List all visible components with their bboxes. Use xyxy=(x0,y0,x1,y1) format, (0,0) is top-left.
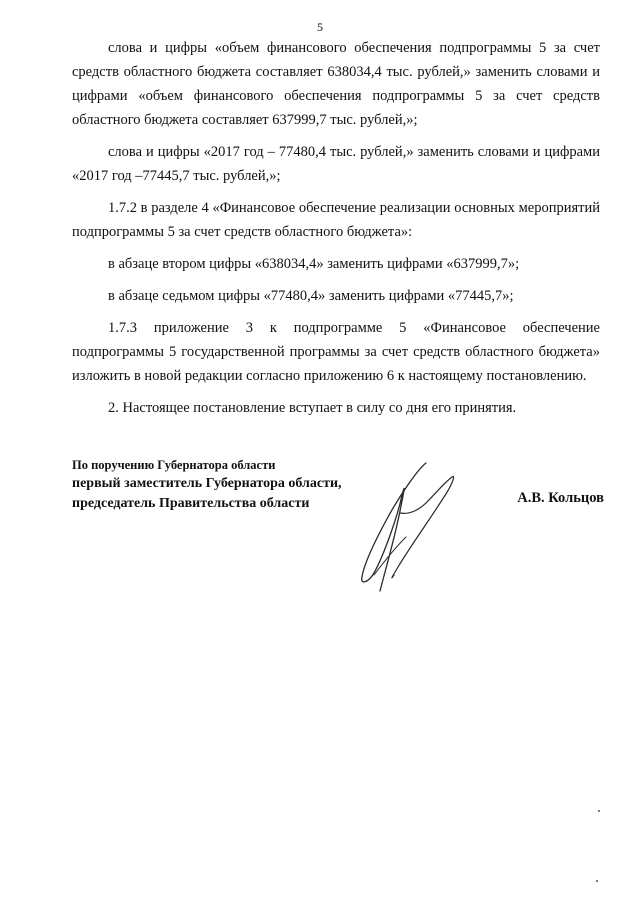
paragraph: в абзаце втором цифры «638034,4» заменить цифрами «637999,7»; xyxy=(108,256,520,272)
scan-speck xyxy=(598,810,600,812)
paragraph: слова и цифры «2017 год – 77480,4 тыс. рублей,» заменить словами и цифрами «2017 год –77445,7 тыс. рублей,»; xyxy=(72,144,600,184)
paragraph: 1.7.3 приложение 3 к подпрограмме 5 «Финансовое обеспечение подпрограммы 5 государственной программы за счет средств областного бюджета» изложить в новой редакции согласно приложению 6 к настоящему постановлению. xyxy=(72,320,600,384)
signature-authority-line: По поручению Губернатора области xyxy=(72,458,276,472)
handwritten-signature-icon xyxy=(340,455,500,600)
paragraph: 2. Настоящее постановление вступает в силу со дня его принятия. xyxy=(108,400,517,416)
paragraph: 1.7.2 в разделе 4 «Финансовое обеспечение реализации основных мероприятий подпрограммы 5 за счет средств областного бюджета»: xyxy=(72,200,600,240)
signatory-name: А.В. Кольцов xyxy=(517,490,604,506)
page-number: 5 xyxy=(317,20,323,34)
scan-speck xyxy=(596,880,598,882)
document-body xyxy=(72,36,600,428)
paragraph: слова и цифры «объем финансового обеспечения подпрограммы 5 за счет средств областного бюджета составляет 638034,4 тыс. рублей,» заменить словами и цифрами «объем финансового обеспечения подпрограммы 5 за счет средств областного бюджета составляет 637999,7 тыс. рублей,»; xyxy=(72,40,600,128)
paragraph: в абзаце седьмом цифры «77480,4» заменить цифрами «77445,7»; xyxy=(108,288,514,304)
signature-title-line: председатель Правительства области xyxy=(72,496,310,511)
signature-title-line: первый заместитель Губернатора области, xyxy=(72,476,342,491)
